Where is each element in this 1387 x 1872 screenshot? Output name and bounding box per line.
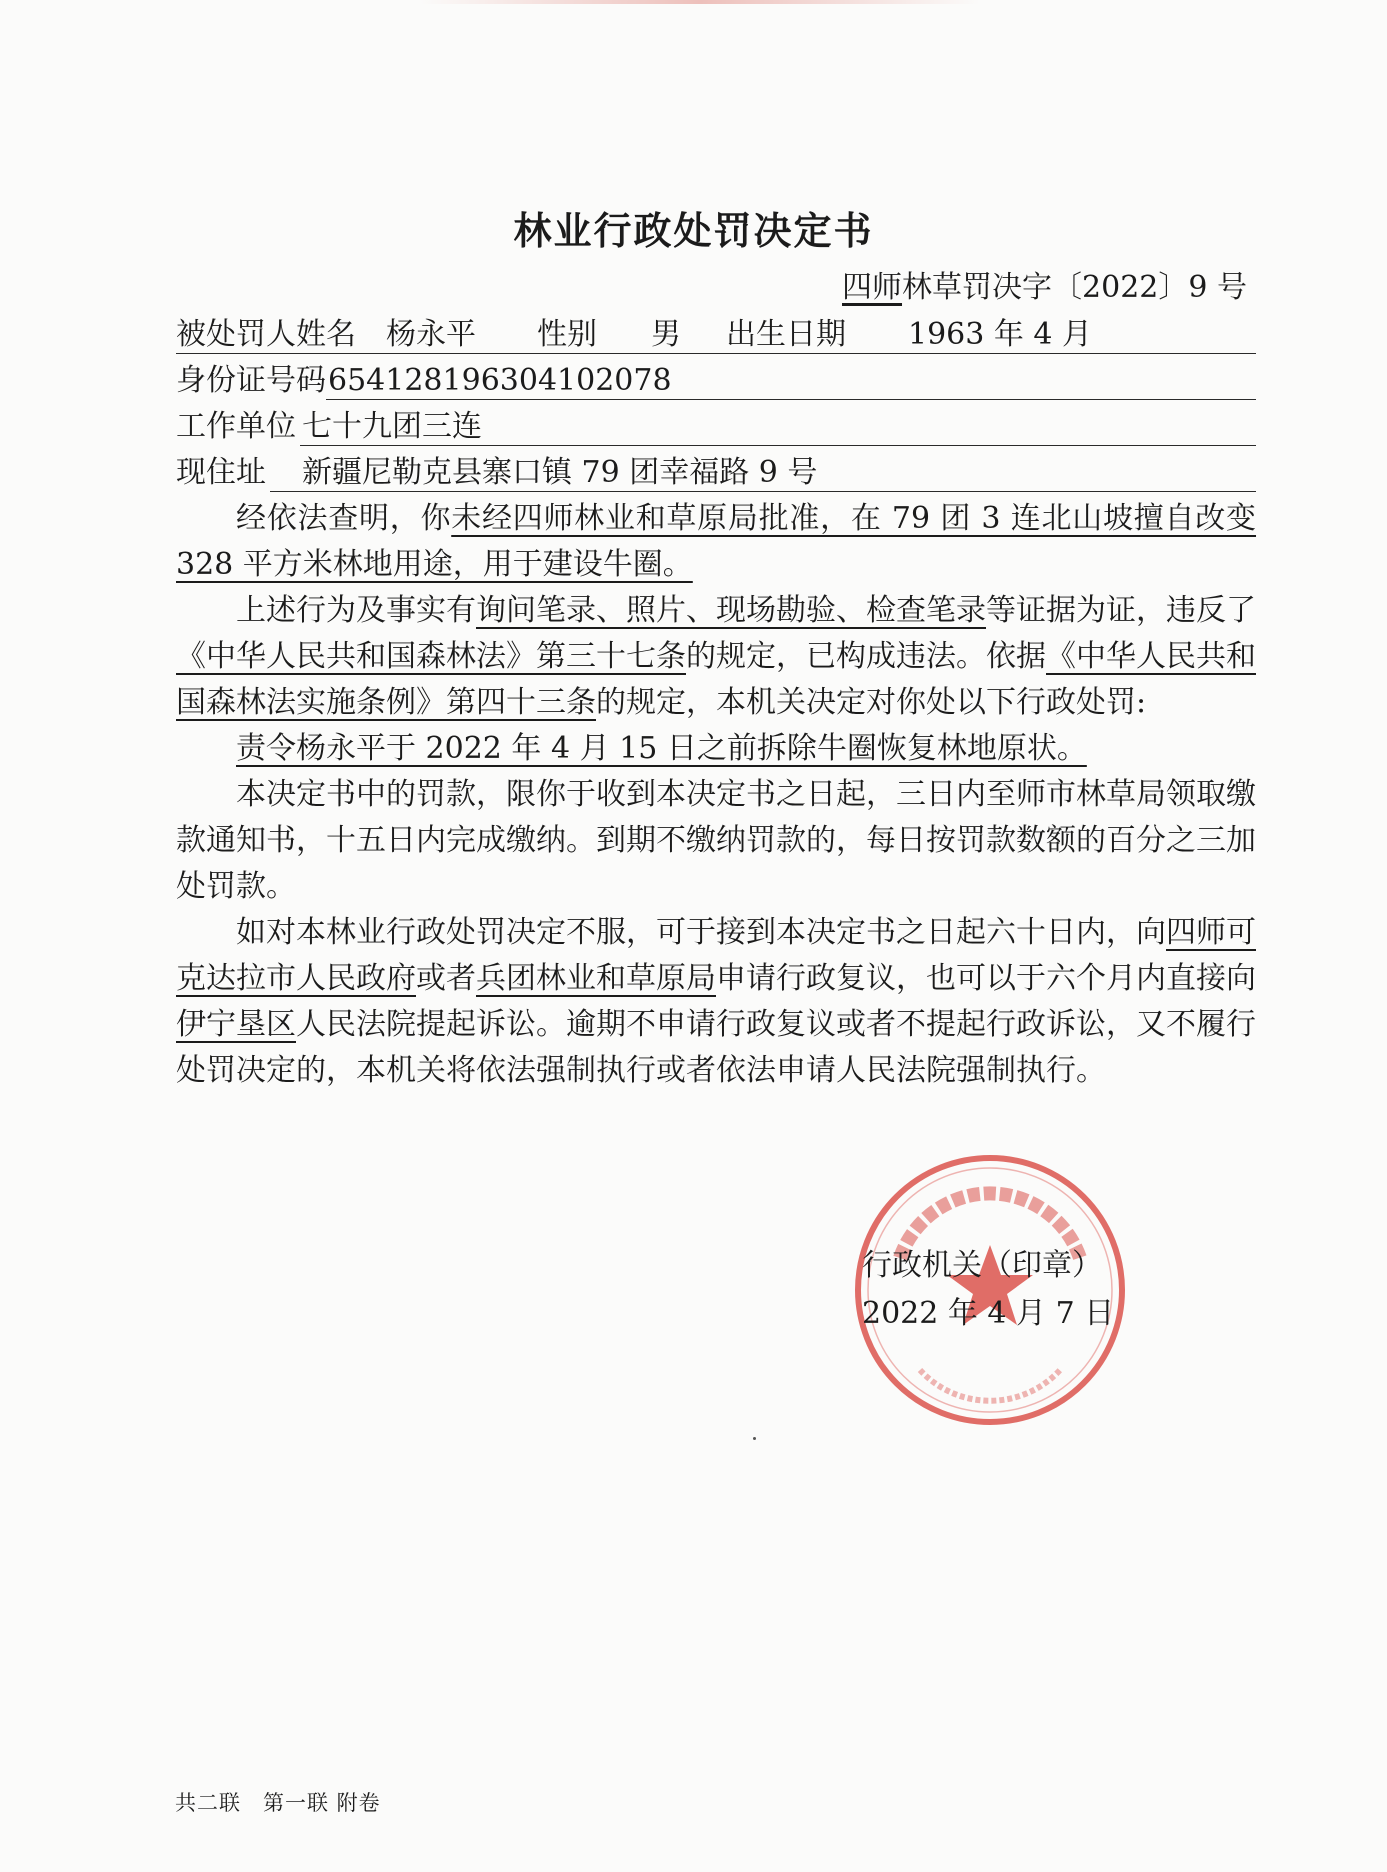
evidence-text-2: 等证据为证，违反了 [986, 593, 1256, 628]
appeal-text-3: 申请行政复议，也可以于六个月内直接向 [716, 961, 1256, 996]
id-value: 654128196304102078 [328, 363, 672, 398]
findings-prefix: 经依法查明，你 [236, 501, 452, 536]
address-value: 新疆尼勒克县寨口镇 79 团幸福路 9 号 [302, 455, 818, 490]
scan-edge-mark [420, 0, 980, 4]
appeal-paragraph [176, 910, 1256, 1094]
penalty-text: 责令杨永平于 2022 年 4 月 15 日之前拆除牛圈恢复林地原状。 [236, 731, 1087, 766]
birth-label: 出生日期 [720, 312, 852, 352]
evidence-value: 询问笔录、照片、现场勘验、检查笔录 [476, 593, 986, 628]
evidence-intro: 上述行为及事实有 [236, 593, 476, 628]
violated-law: 《中华人民共和国森林法》第三十七条 [176, 639, 686, 674]
appeal-text-1: 如对本林业行政处罚决定不服，可于接到本决定书之日起六十日内，向 [236, 915, 1166, 950]
signature-authority: 行政机关（印章） [862, 1248, 1102, 1283]
address-label: 现住址 [176, 455, 266, 490]
penalty-paragraph [176, 726, 1256, 772]
findings-text: 未经四师林业和草原局批准，在 79 团 3 连北山坡擅自改变 328 平方米林地用途，用于建设牛圈。 [176, 501, 1257, 582]
appeal-government: 四师可克达拉市人民政府 [176, 915, 1256, 996]
birth-value: 1963 年 4 月 [908, 317, 1093, 352]
employer-value: 七十九团三连 [302, 409, 482, 444]
appeal-court: 伊宁垦区 [176, 1007, 296, 1042]
field-line-id [176, 358, 1256, 404]
evidence-text-4: 的规定，本机关决定对你处以下行政处罚: [596, 685, 1147, 720]
fine-notice-paragraph: 本决定书中的罚款，限你于收到本决定书之日起，三日内至师市林草局领取缴款通知书，十五日内完成缴纳。到期不缴纳罚款的，每日按罚款数额的百分之三加处罚款。 [176, 777, 1256, 904]
scan-speck [753, 1437, 756, 1440]
document-body [176, 312, 1256, 1094]
name-value: 杨永平 [386, 317, 476, 352]
appeal-bureau: 兵团林业和草原局 [476, 961, 716, 996]
document-title: 林业行政处罚决定书 [513, 209, 874, 253]
field-line-address [176, 450, 1256, 496]
signature-date: 2022 年 4 月 7 日 [862, 1296, 1115, 1331]
footer-copy-note: 共二联 第一联 附卷 [175, 1791, 381, 1815]
findings-paragraph [176, 496, 1256, 588]
employer-label: 工作单位 [176, 409, 296, 444]
gender-value: 男 [651, 317, 681, 352]
field-line-personal [176, 312, 1256, 358]
field-line-employer [176, 404, 1256, 450]
id-label: 身份证号码 [176, 363, 326, 398]
document-number-org: 四师 [842, 270, 903, 305]
name-label: 被处罚人姓名 [176, 312, 360, 352]
appeal-text-4: 人民法院提起诉讼。逾期不申请行政复议或者不提起行政诉讼，又不履行处罚决定的，本机关将依法强制执行或者依法申请人民法院强制执行。 [176, 1007, 1256, 1088]
appeal-text-2: 或者 [416, 961, 476, 996]
document-number [842, 262, 1247, 306]
document-number-rest: 林草罚决字〔2022〕9 号 [902, 270, 1247, 305]
evidence-text-3: 的规定，已构成违法。依据 [686, 639, 1046, 674]
gender-label: 性别 [531, 312, 603, 352]
evidence-paragraph [176, 588, 1256, 726]
basis-law: 《中华人民共和国森林法实施条例》第四十三条 [176, 639, 1256, 720]
